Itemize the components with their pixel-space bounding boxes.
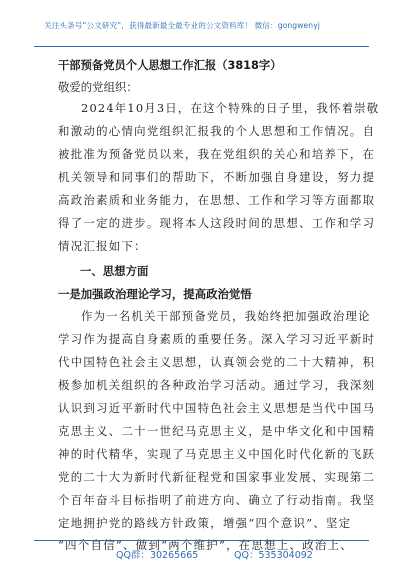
paragraph-line: 党的二十大为新时代新征程党和国家事业发展、实现第二 [58, 470, 376, 484]
footer-qq-group: QQ群：30265665 [116, 550, 199, 561]
paragraph-line: 克思主义、二十一世纪马克思主义，是中华文化和中国精 [58, 424, 376, 438]
paragraph-line: 神的时代精华，实现了马克思主义中国化时代化新的飞跃 [58, 447, 376, 461]
subsection-heading: 一是加强政治理论学习，提高政治觉悟 [58, 287, 252, 301]
paragraph-line: 2024年10月3日，在这个特殊的日子里，我怀着崇敬 [81, 101, 380, 115]
paragraph-line: “四个自信”、做到“两个维护”，在思想上、政治上、 [58, 538, 353, 552]
paragraph-line: 情况汇报如下： [58, 239, 147, 253]
paragraph-line: 学习作为提高自身素质的重要任务。深入学习习近平新时 [58, 332, 376, 346]
header-banner [34, 6, 369, 47]
paragraph-line: 极参加机关组织的各种政治学习活动。通过学习，我深刻 [58, 378, 376, 392]
paragraph-line: 和激动的心情向党组织汇报我的个人思想和工作情况。自 [58, 124, 376, 138]
paragraph-line: 高政治素质和业务能力，在思想、工作和学习等方面都取 [58, 193, 376, 207]
paragraph-line: 得了一定的进步。现将本人这段时间的思想、工作和学习 [58, 216, 376, 230]
paragraph-line: 个百年奋斗目标指明了前进方向、确立了行动指南。我坚 [58, 493, 376, 507]
paragraph-line: 作为一名机关干部预备党员，我始终把加强政治理论 [81, 309, 371, 323]
paragraph-line: 定地拥护党的路线方针政策，增强“四个意识”、坚定 [58, 516, 352, 530]
document-title: 干部预备党员个人思想工作汇报（3818字） [58, 59, 282, 72]
paragraph-line: 代中国特色社会主义思想，认真领会党的二十大精神，积 [58, 355, 376, 369]
paragraph-line: 认识到习近平新时代中国特色社会主义思想是当代中国马 [58, 401, 376, 415]
section-heading: 一、思想方面 [80, 264, 149, 278]
salutation: 敬爱的党组织： [58, 80, 138, 94]
footer-banner [34, 540, 369, 571]
footer-qq: QQ：535304092 [234, 550, 313, 561]
paragraph-line: 被批准为预备党员以来，我在党组织的关心和培养下，在 [58, 147, 376, 161]
paragraph-line: 机关领导和同事们的帮助下，不断加强自身建设，努力提 [58, 170, 376, 184]
header-promo-text: 关注头条号“公文研究”，获得最新最全最专业的公文资料库！ 微信：gongwenyj [44, 21, 320, 30]
